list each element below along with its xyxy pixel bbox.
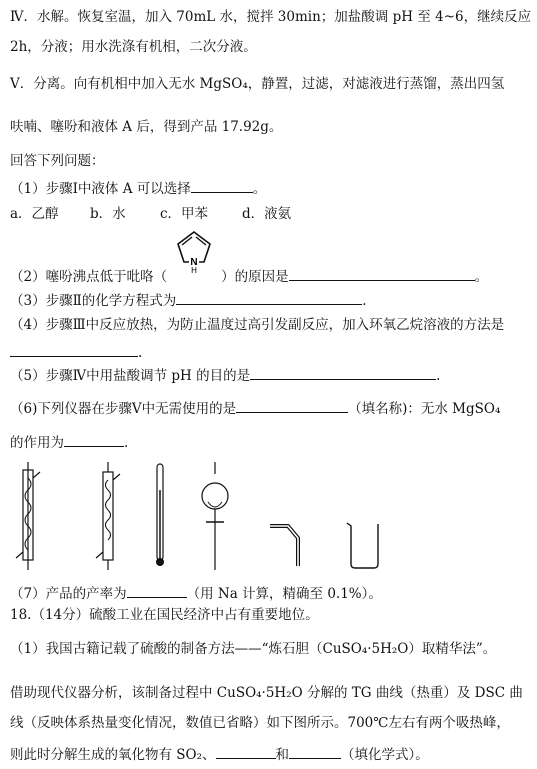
question-7-blank — [127, 583, 187, 598]
question-6-text2: （填名称)：无水 MgSO₄ — [348, 401, 501, 417]
question-5-text: （5）步骤Ⅳ中用盐酸调节 pH 的目的是 — [10, 368, 251, 384]
text-step4-line1: Ⅳ．水解。恢复室温，加入 70mL 水，搅拌 30min；加盐酸调 pH 至 4~6，继续反应 — [10, 9, 532, 25]
question-3-blank — [176, 290, 362, 305]
question-2-end: 。 — [474, 269, 489, 285]
question-4-line2 — [10, 342, 142, 362]
question-2-mid: ）的原因是 — [221, 269, 289, 285]
question-4-end: . — [138, 345, 143, 361]
question-4-line1: （4）步骤Ⅲ中反应放热，为防止温度过高引发副反应，加入环氧乙烷溶液的方法是 — [10, 317, 505, 333]
pyrrole-n: N — [190, 257, 198, 268]
text-step4-line2: 2h，分液；用水洗涤有机相，二次分液。 — [10, 39, 257, 55]
separatory-funnel-icon — [198, 460, 232, 572]
question-1 — [10, 178, 266, 198]
question-3 — [10, 290, 367, 310]
answer-intro: 回答下列问题： — [10, 153, 105, 169]
question-2-pre: （2）噻吩沸点低于吡咯（ — [10, 269, 168, 285]
question-3-text: （3）步骤Ⅱ的化学方程式为 — [10, 293, 177, 309]
problem-18-heading: 18.（14分）硫酸工业在国民经济中占有重要地位。 — [10, 607, 319, 623]
option-a: a．乙醇 — [10, 206, 59, 222]
question-5 — [10, 365, 440, 385]
problem-18-end: （填化学式）。 — [341, 747, 429, 763]
question-4-blank — [10, 342, 138, 357]
pyrrole-h: H — [191, 266, 197, 274]
condenser-b-icon — [92, 460, 124, 572]
text-step5-line1: Ⅴ．分离。向有机相中加入无水 MgSO₄，静置，过滤，对滤液进行蒸馏，蒸出四氢 — [10, 76, 505, 92]
thermometer-icon — [153, 460, 167, 572]
bent-tube-icon — [266, 520, 306, 570]
question-6-line1 — [10, 398, 500, 418]
question-6-text: （6)下列仪器在步骤Ⅴ中无需使用的是 — [10, 401, 237, 417]
option-c: c．甲苯 — [160, 206, 209, 222]
problem-18-blank-2 — [289, 744, 341, 759]
question-7-text: （7）产品的产率为 — [10, 586, 127, 602]
question-2-blank — [289, 266, 475, 281]
option-b: b．水 — [90, 206, 126, 222]
problem-18-text-line2: 线（反映体系热量变化情况，数值已省略）如下图所示。700℃左右有两个吸热峰， — [10, 715, 510, 731]
question-6-b-end: . — [124, 435, 129, 451]
question-3-end: . — [362, 293, 367, 309]
question-6-blank — [236, 398, 348, 413]
text-step5-line2: 呋喃、噻吩和液体 A 后，得到产品 17.92g。 — [10, 119, 283, 135]
question-2 — [10, 266, 488, 286]
problem-18-blank-1 — [216, 744, 276, 759]
question-1-text: （1）步骤Ⅰ中液体 A 可以选择 — [10, 181, 191, 197]
options-row — [10, 205, 312, 223]
problem-18-pre: 则此时分解生成的氧化物有 SO₂、 — [10, 747, 216, 763]
condenser-a-icon — [14, 460, 44, 572]
question-7 — [10, 583, 382, 603]
beaker-icon — [344, 520, 384, 570]
question-1-end: 。 — [252, 181, 267, 197]
problem-18-text-line3 — [10, 744, 429, 764]
question-5-end: . — [436, 368, 441, 384]
problem-18-part1: （1）我国古籍记载了硫酸的制备方法——“炼石胆（CuSO₄·5H₂O）取精华法”。 — [10, 641, 497, 657]
question-1-blank — [191, 178, 253, 193]
question-6-b-blank — [64, 432, 124, 447]
option-d: d．液氨 — [242, 206, 292, 222]
question-5-blank — [250, 365, 436, 380]
problem-18-mid: 和 — [275, 747, 290, 763]
problem-18-text-line1: 借助现代仪器分析，该制备过程中 CuSO₄·5H₂O 分解的 TG 曲线（热重）及 DSC 曲 — [10, 685, 523, 701]
question-7-end: （用 Na 计算，精确至 0.1%）。 — [186, 586, 382, 602]
question-6-line2 — [10, 432, 128, 452]
question-6-b-text: 的作用为 — [10, 435, 64, 451]
